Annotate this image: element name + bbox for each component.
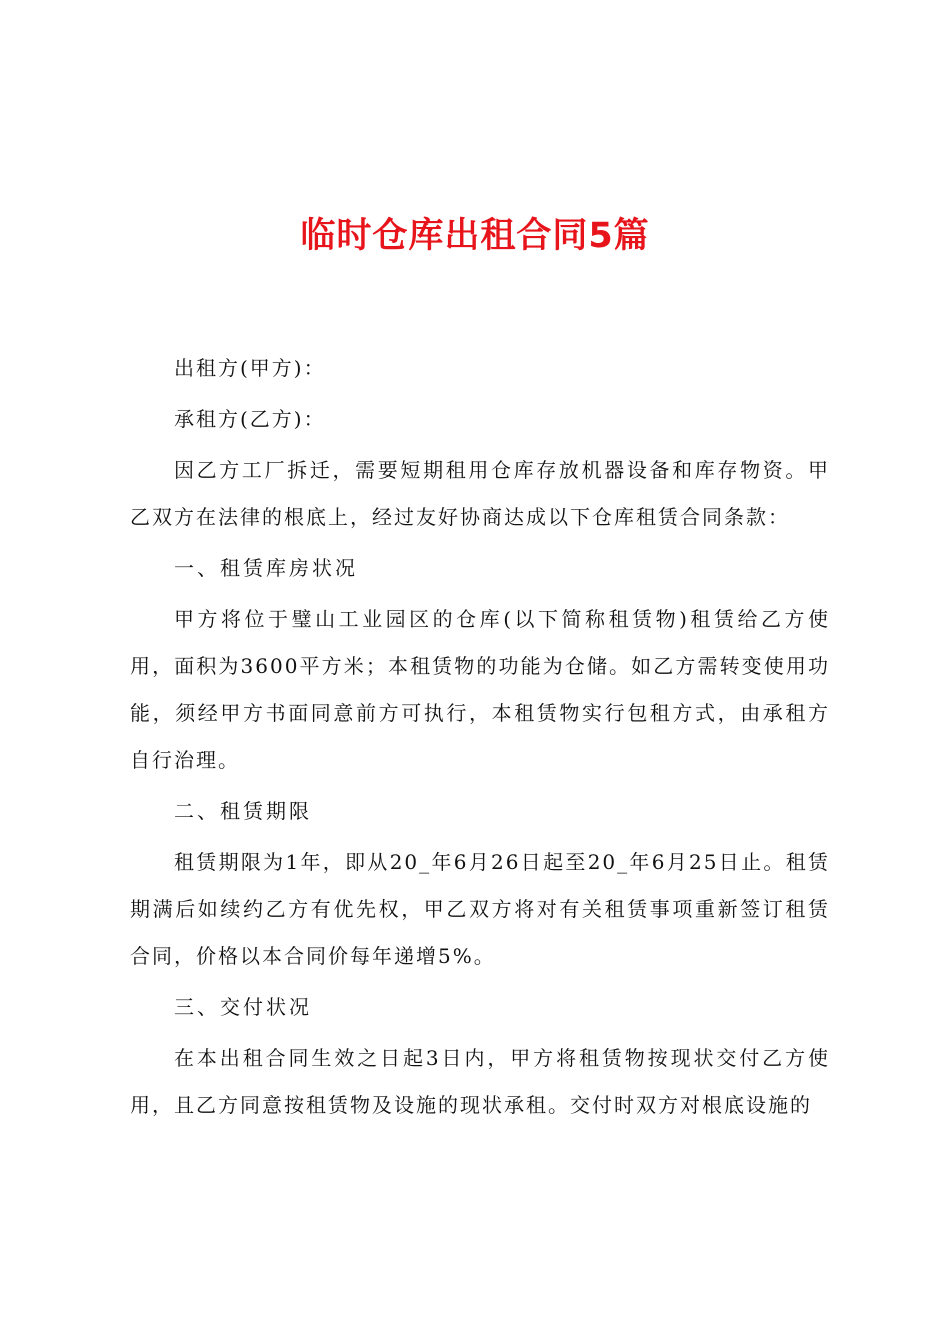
section-2-paragraph: 租赁期限为1年，即从20_年6月26日起至20_年6月25日止。租赁期满后如续约乙方有优先权，甲乙双方将对有关租赁事项重新签订租赁合同，价格以本合同价每年递增5%。 — [130, 850, 830, 968]
lessee-line: 承租方(乙方)： — [174, 407, 326, 431]
section-heading-3: 三、交付状况 — [174, 995, 312, 1019]
section-1-paragraph: 甲方将位于璧山工业园区的仓库(以下简称租赁物)租赁给乙方使用，面积为3600平方米；本租赁物的功能为仓储。如乙方需转变使用功能，须经甲方书面同意前方可执行，本租赁物实行包租方式，由承租方自行治理。 — [130, 607, 830, 772]
document-title: 临时仓库出租合同5篇 — [300, 216, 650, 256]
preamble-paragraph: 因乙方工厂拆迁，需要短期租用仓库存放机器设备和库存物资。甲乙双方在法律的根底上，经过友好协商达成以下仓库租赁合同条款： — [130, 458, 830, 529]
document-body — [130, 345, 830, 1133]
section-heading-1: 一、租赁库房状况 — [174, 556, 358, 580]
lessor-line: 出租方(甲方)： — [174, 356, 326, 380]
section-3-paragraph: 在本出租合同生效之日起3日内，甲方将租赁物按现状交付乙方使用，且乙方同意按租赁物及设施的现状承租。交付时双方对根底设施的 — [130, 1046, 830, 1117]
section-heading-2: 二、租赁期限 — [174, 799, 312, 823]
